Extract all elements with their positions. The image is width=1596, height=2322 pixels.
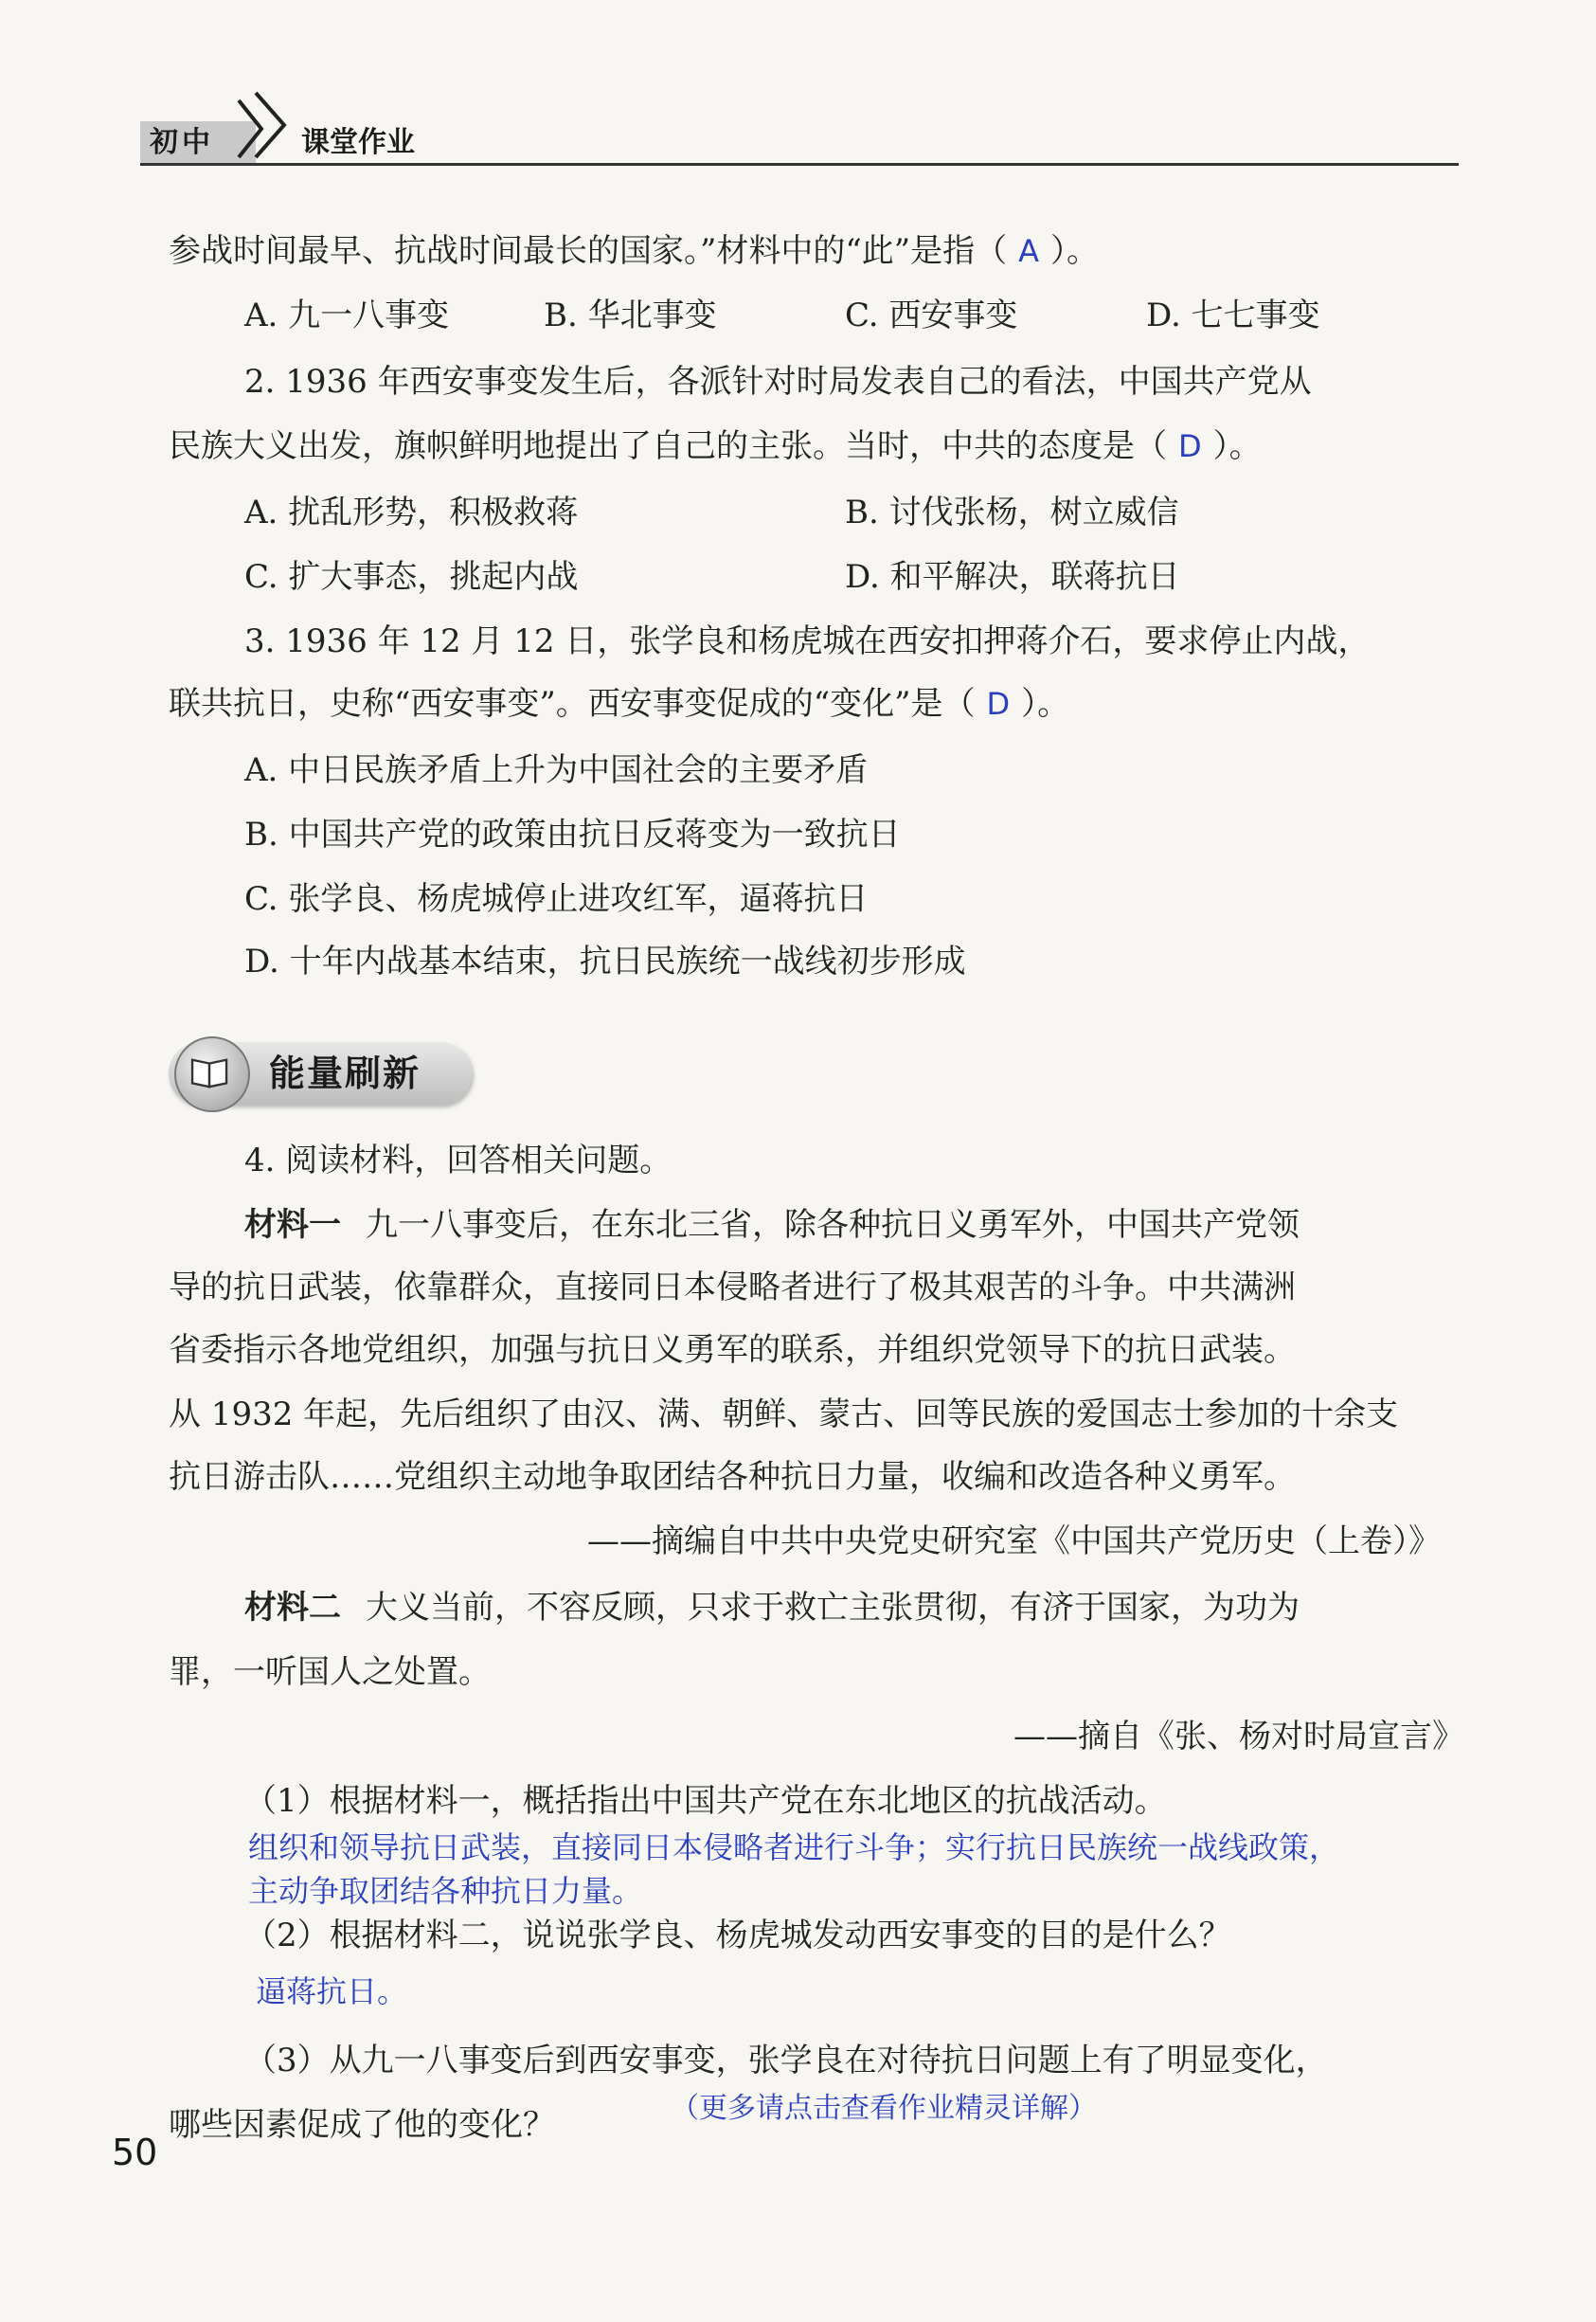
q2-option-b: B. 讨伐张杨，树立威信	[845, 494, 1179, 531]
material-2-source: ——摘自《张、杨对时局宣言》	[1013, 1718, 1464, 1755]
material-1-line: 从 1932 年起，先后组织了由汉、满、朝鲜、蒙古、回等民族的爱国志士参加的十余支	[169, 1395, 1399, 1433]
q2-option-c: C. 扩大事态，挑起内战	[244, 558, 579, 596]
material-1-line: 导的抗日武装，依靠群众，直接同日本侵略者进行了极其艰苦的斗争。中共满洲	[169, 1269, 1296, 1306]
material-1-label: 材料一	[244, 1206, 341, 1244]
q2-line1: 2. 1936 年西安事变发生后，各派针对时局发表自己的看法，中国共产党从	[244, 363, 1312, 401]
material-2-first-line: 材料二 大义当前，不容反顾，只求于救亡主张贯彻，有济于国家，为功为	[244, 1589, 1300, 1627]
sub-question-3-line2: 哪些因素促成了他的变化？	[169, 2106, 555, 2144]
answer-2: 逼蒋抗日。	[256, 1973, 408, 2009]
double-chevron-icon	[235, 87, 294, 165]
material-2-line: 罪，一听国人之处置。	[169, 1653, 491, 1691]
q3-option-c: C. 张学良、杨虎城停止进攻红军，逼蒋抗日	[244, 880, 869, 918]
q4-stem: 4. 阅读材料，回答相关问题。	[244, 1142, 672, 1179]
q1-answer: A	[1018, 233, 1040, 269]
q3-option-d: D. 十年内战基本结束，抗日民族统一战线初步形成	[244, 943, 966, 981]
sub-question-1: （1）根据材料一，概括指出中国共产党在东北地区的抗战活动。	[244, 1782, 1167, 1820]
q2-answer: D	[1178, 428, 1202, 464]
sub-question-2: （2）根据材料二，说说张学良、杨虎城发动西安事变的目的是什么？	[244, 1917, 1231, 1954]
page-number: 50	[112, 2132, 158, 2173]
q3-line1: 3. 1936 年 12 月 12 日，张学良和杨虎城在西安扣押蒋介石，要求停止内战，	[244, 622, 1371, 660]
material-1-line: 抗日游击队……党组织主动地争取团结各种抗日力量，收编和改造各种义勇军。	[169, 1458, 1296, 1496]
q2-option-a: A. 扰乱形势，积极救蒋	[244, 494, 579, 531]
q2-line2: 民族大义出发，旗帜鲜明地提出了自己的主张。当时，中共的态度是（ D ）。	[169, 423, 1262, 470]
q3-option-a: A. 中日民族矛盾上升为中国社会的主要矛盾	[244, 751, 869, 789]
q1-option-a: A. 九一八事变	[244, 297, 450, 334]
q1-option-c: C. 西安事变	[845, 297, 1018, 334]
sub-question-3-line1: （3）从九一八事变后到西安事变，张学良在对待抗日问题上有了明显变化，	[244, 2042, 1328, 2079]
more-details-link[interactable]: （更多请点击查看作业精灵详解）	[671, 2092, 1097, 2125]
section-title: 能量刷新	[269, 1053, 421, 1094]
material-1-source: ——摘编自中共中央党史研究室《中国共产党历史（上卷）》	[587, 1522, 1441, 1560]
book-icon	[174, 1036, 250, 1112]
q1-option-d: D. 七七事变	[1146, 297, 1320, 334]
q3-option-b: B. 中国共产党的政策由抗日反蒋变为一致抗日	[244, 816, 901, 854]
header-rule	[140, 163, 1459, 166]
answer-1-line: 组织和领导抗日武装，直接同日本侵略者进行斗争；实行抗日民族统一战线政策，	[248, 1829, 1340, 1865]
q2-option-d: D. 和平解决，联蒋抗日	[845, 558, 1180, 596]
header-grade: 初中	[150, 126, 214, 159]
material-1-first-line: 材料一 九一八事变后，在东北三省，除各种抗日义勇军外，中国共产党领	[244, 1206, 1300, 1244]
q1-line: 参战时间最早、抗战时间最长的国家。”材料中的“此”是指（ A ）。	[169, 227, 1099, 275]
answer-1-line: 主动争取团结各种抗日力量。	[248, 1873, 643, 1909]
header-title: 课堂作业	[301, 126, 415, 159]
material-2-label: 材料二	[244, 1589, 341, 1627]
material-1-line: 省委指示各地党组织，加强与抗日义勇军的联系，并组织党领导下的抗日武装。	[169, 1331, 1296, 1369]
q1-option-b: B. 华北事变	[544, 297, 717, 334]
q3-line2: 联共抗日，史称“西安事变”。西安事变促成的“变化”是（ D ）。	[169, 680, 1069, 728]
q3-answer: D	[986, 686, 1011, 722]
